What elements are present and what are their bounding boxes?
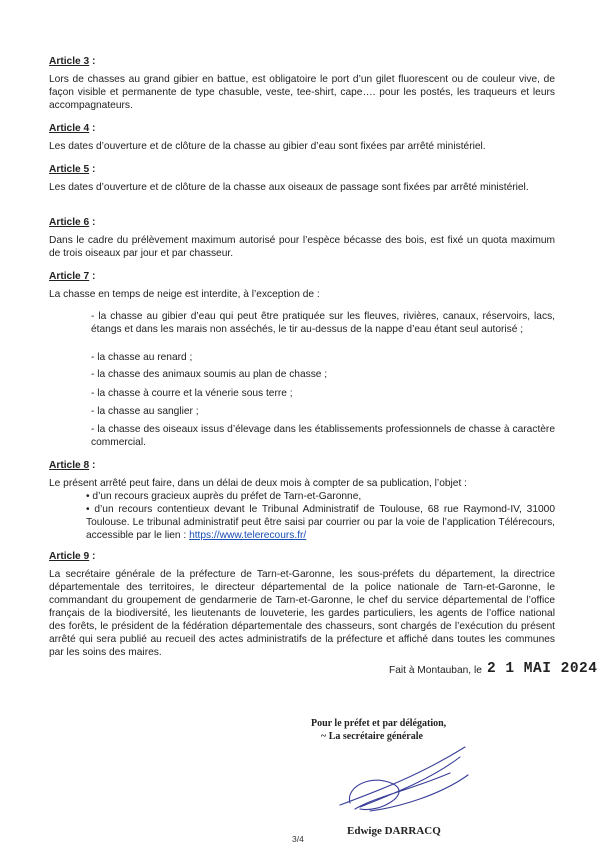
fait-a-label: Fait à Montauban, le — [389, 665, 482, 676]
article-6-text: Dans le cadre du prélèvement maximum autorisé pour l’espèce bécasse des bois, est fixé un quota maximum de trois oiseaux par jour et par chasseur. — [49, 235, 555, 259]
article-9: Article 9 : La secrétaire générale de la préfecture de Tarn-et-Garonne, les sous-préfets du département, la directrice départementale des territoires, le directeur départemental de la police nationale de Tarn-et-Garonne, le commandant du groupement de gendarmerie de Tarn-et-Garonne, le chef du service départemental de l’office français de la biodiversité, les lieutenants de louveterie, les gardes particuliers, les agents de l’office national des forêts, le président de la fédération départementale des chasseurs, sont chargés de l’exécution du présent arrêté qui sera publié au recueil des actes administratifs de la préfecture et affiché dans toutes les communes par les soins des maires. — [49, 551, 555, 658]
role-stamp: ~ La secrétaire générale — [321, 731, 423, 742]
article-9-text: La secrétaire générale de la préfecture de Tarn-et-Garonne, les sous-préfets du département, la directrice départementale des territoires, le directeur départemental de la police nationale de Tarn-et-Garonne, le commandant du groupement de gendarmerie de Tarn-et-Garonne, le chef du service départemental de l’office français de la biodiversité, les lieutenants de louveterie, les gardes particuliers, les agents de l’office national des forêts, le président de la fédération départementale des chasseurs, sont chargés de l’exécution du présent arrêté qui sera publié au recueil des actes administratifs de la préfecture et affiché dans toutes les communes par les soins des maires. — [49, 569, 555, 658]
article-8: Article 8 : Le présent arrêté peut faire, dans un délai de deux mois à compter de sa publication, l’objet : — [49, 459, 555, 490]
article-8-bullet-2-text: • d’un recours contentieux devant le Tribunal Administratif de Toulouse, 68 rue Raymond-IV, 31000 Toulouse. Le tribunal administratif peut être saisi par courrier ou par la voie de l’application Télérecours, accessible par le lien : — [86, 504, 555, 541]
article-3-text: Lors de chasses au grand gibier en battue, est obligatoire le port d’un gilet fluorescent ou de couleur vive, de façon visible et permanente de type chasuble, veste, tee-shirt, cape…. pour les postés, les traqueurs et leurs accompagnateurs. — [49, 74, 555, 111]
article-7-title: Article 7 — [49, 271, 90, 282]
article-7-intro: La chasse en temps de neige est interdite, à l’exception de : — [49, 289, 320, 300]
role-stamp-text: La secrétaire générale — [328, 731, 423, 742]
article-7-item: - la chasse au renard ; — [91, 352, 193, 363]
signatory-name: Edwige DARRACQ — [347, 825, 441, 837]
article-4-title: Article 4 — [49, 123, 90, 134]
article-3-title: Article 3 — [49, 56, 90, 67]
article-5: Article 5 : Les dates d’ouverture et de clôture de la chasse aux oiseaux de passage sont fixées par arrêté ministériel. — [49, 163, 555, 194]
handwritten-signature — [300, 735, 470, 820]
date-stamp: 2 1 MAI 2024 — [487, 661, 598, 677]
article-8-bullet-1: • d’un recours gracieux auprès du préfet de Tarn-et-Garonne, — [86, 491, 362, 502]
article-6: Article 6 : Dans le cadre du prélèvement maximum autorisé pour l’espèce bécasse des bois, est fixé un quota maximum de trois oiseaux par jour et par chasseur. — [49, 217, 555, 259]
article-9-title: Article 9 — [49, 551, 90, 562]
article-5-title: Article 5 — [49, 164, 90, 175]
telerecours-link[interactable]: https://www.telerecours.fr/ — [189, 530, 307, 541]
article-7-item: - la chasse au gibier d’eau qui peut être pratiquée sur les fleuves, rivières, canaux, réservoirs, lacs, étangs et dans les marais non asséchés, le tir au-dessus de la nappe d’eau étant seul autorisé ; — [91, 311, 555, 335]
article-3: Article 3 : Lors de chasses au grand gibier en battue, est obligatoire le port d’un gilet fluorescent ou de couleur vive, de façon visible et permanente de type chasuble, veste, tee-shirt, cape…. pour les postés, les traqueurs et leurs accompagnateurs. — [49, 56, 555, 111]
article-6-title: Article 6 — [49, 217, 90, 228]
article-8-title: Article 8 — [49, 460, 90, 471]
article-7-item: - la chasse à courre et la vénerie sous terre ; — [91, 388, 293, 399]
article-5-text: Les dates d’ouverture et de clôture de la chasse aux oiseaux de passage sont fixées par arrêté ministériel. — [49, 182, 529, 193]
page-number: 3/4 — [292, 834, 304, 844]
article-7-item: - la chasse des oiseaux issus d’élevage dans les établissements professionnels de chasse à caractère commercial. — [91, 424, 555, 448]
article-8-bullet-2 — [86, 503, 555, 542]
article-4-text: Les dates d’ouverture et de clôture de la chasse au gibier d’eau sont fixées par arrêté ministériel. — [49, 141, 486, 152]
article-7-item: - la chasse des animaux soumis au plan de chasse ; — [91, 369, 328, 380]
article-8-intro: Le présent arrêté peut faire, dans un délai de deux mois à compter de sa publication, l’objet : — [49, 478, 467, 489]
article-7: Article 7 : La chasse en temps de neige est interdite, à l’exception de : — [49, 270, 555, 301]
article-7-item: - la chasse au sanglier ; — [91, 406, 199, 417]
delegation-stamp: Pour le préfet et par délégation, — [311, 718, 447, 729]
article-4: Article 4 : Les dates d’ouverture et de clôture de la chasse au gibier d’eau sont fixées par arrêté ministériel. — [49, 122, 555, 153]
